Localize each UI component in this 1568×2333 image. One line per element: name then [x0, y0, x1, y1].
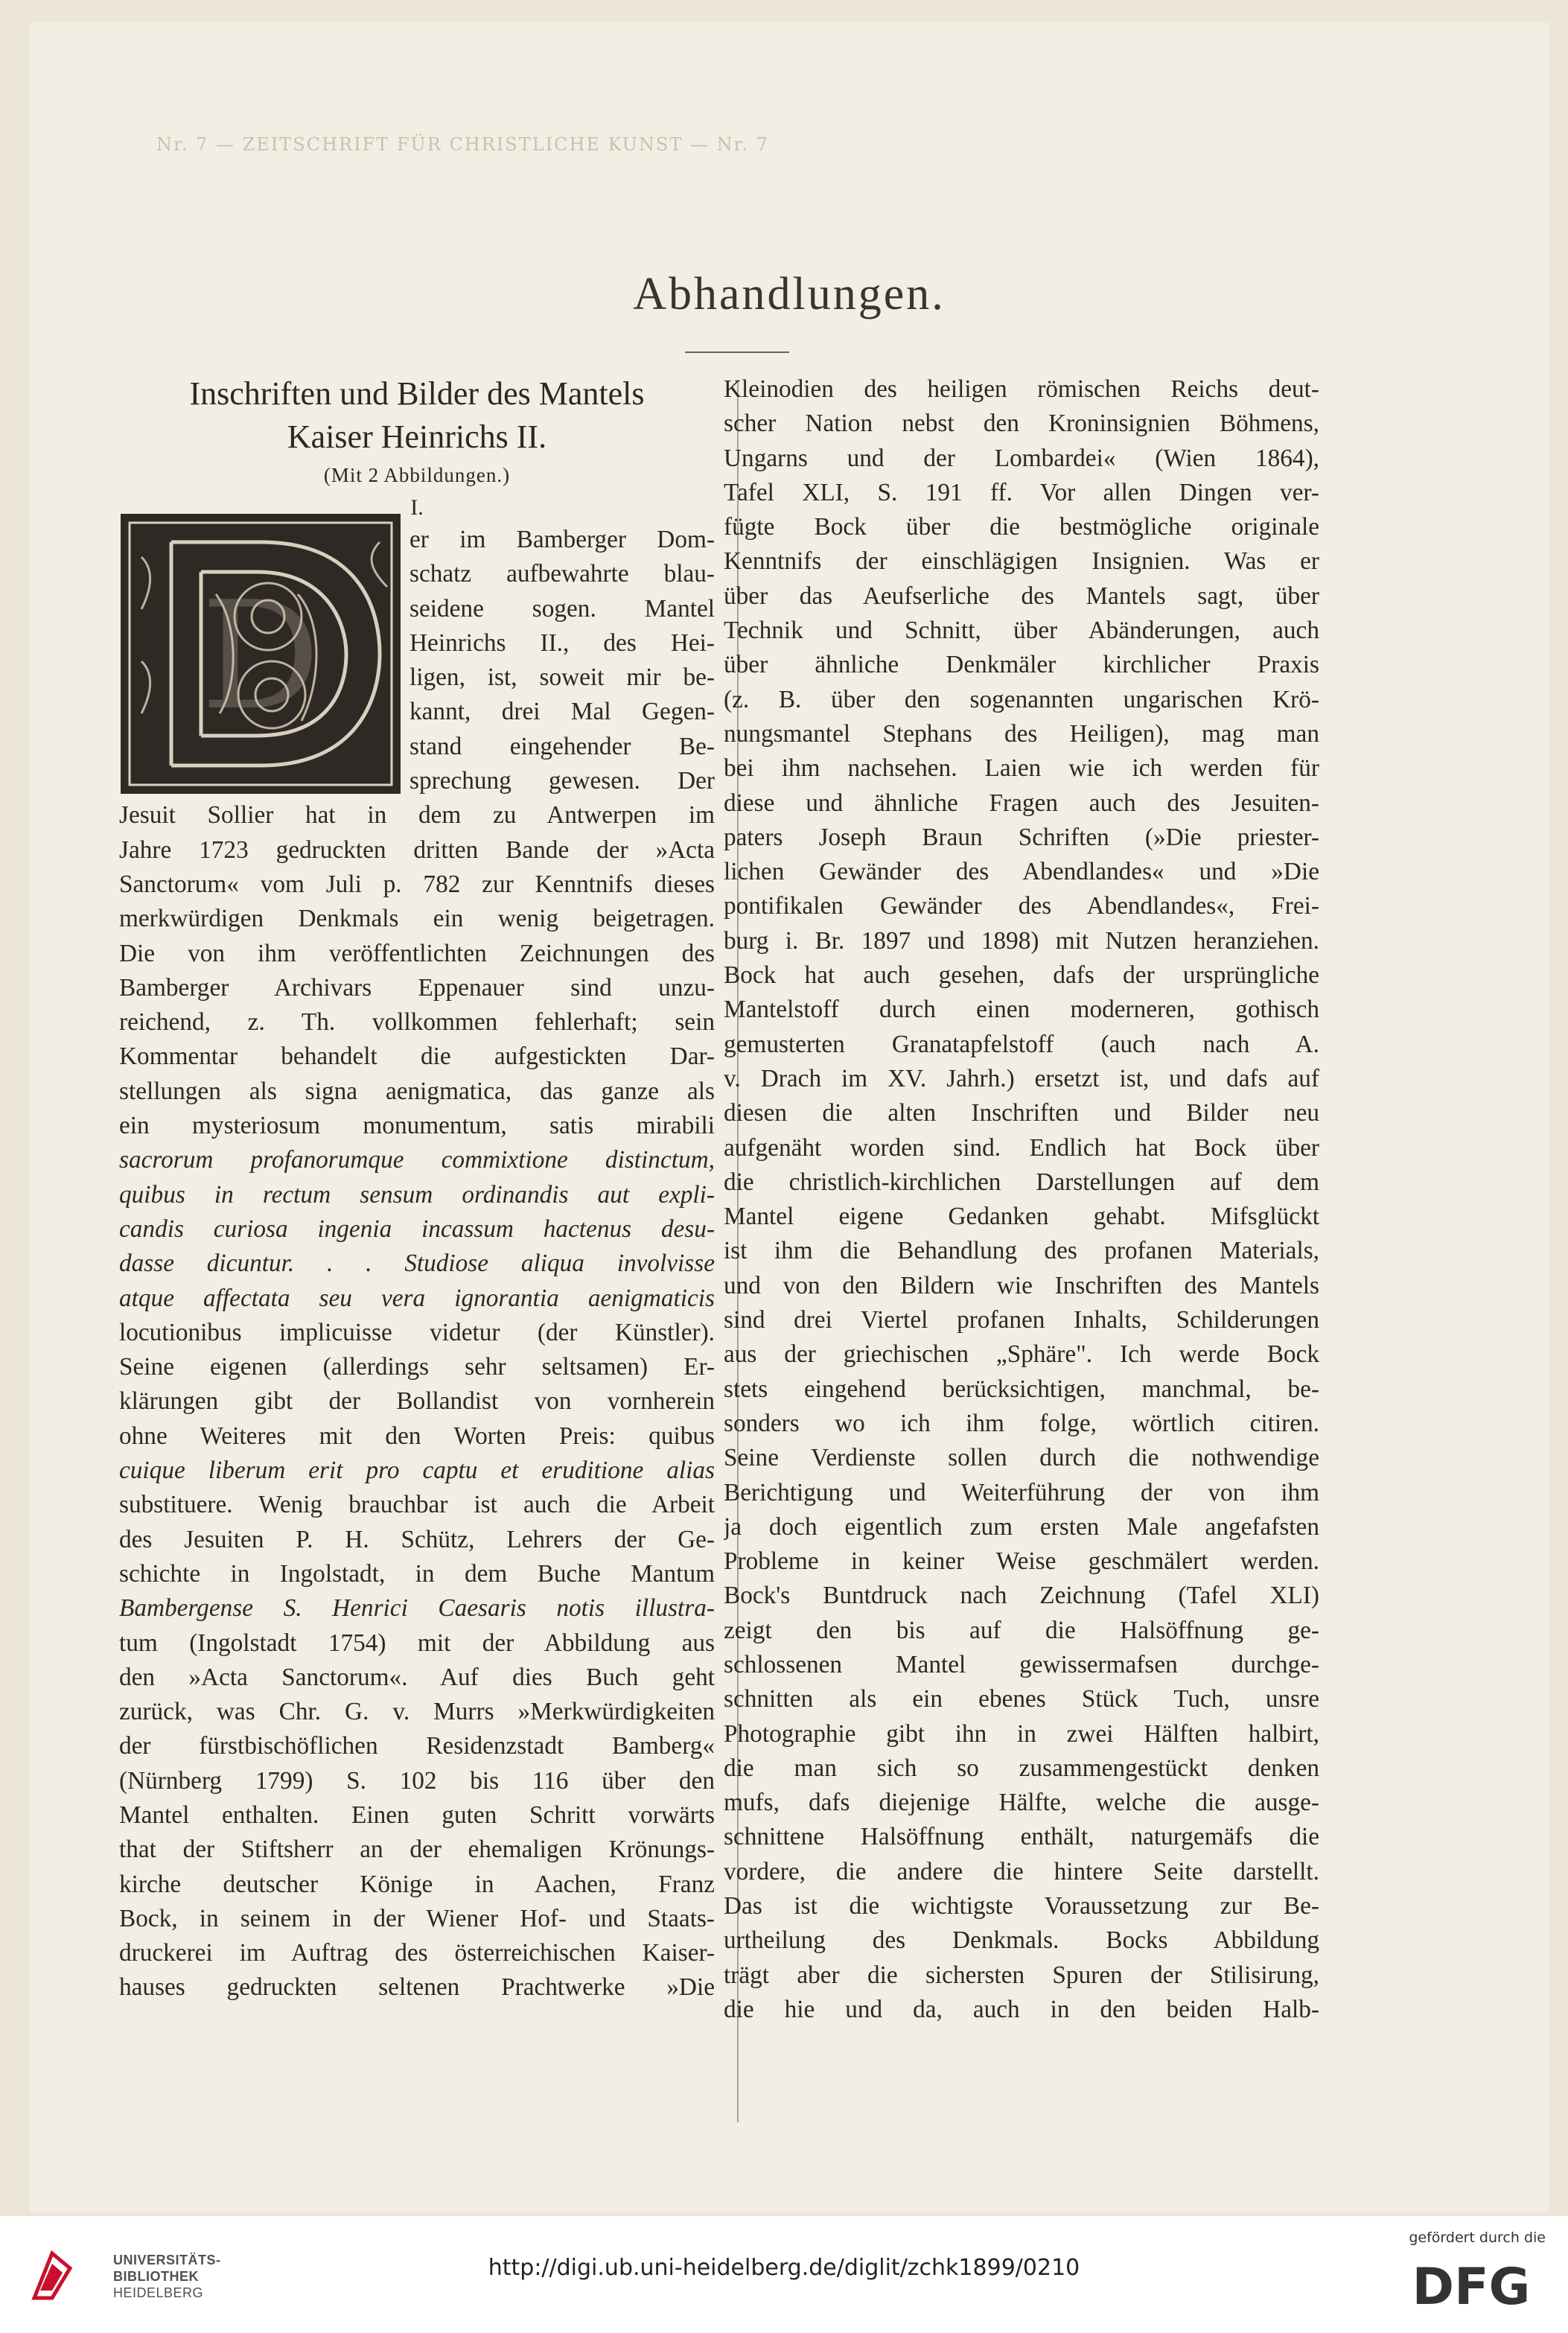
- text-line: über das Aeufserliche des Mantels sagt, über: [724, 582, 1319, 610]
- text-line: stellungen als signa aenigmatica, das ganze als: [119, 1077, 715, 1105]
- permalink-url[interactable]: http://digi.ub.uni-heidelberg.de/diglit/zchk1899/0210: [488, 2255, 1080, 2281]
- text-line: locutionibus implicuisse videtur (der Künstler).: [119, 1318, 715, 1346]
- text-line: ein mysteriosum monumentum, satis mirabili: [119, 1112, 715, 1140]
- text-line: diesen die alten Inschriften und Bilder neu: [724, 1099, 1319, 1127]
- text-line: sacrorum profanorumque commixtione distinctum,: [119, 1146, 715, 1174]
- text-line: Seine eigenen (allerdings sehr seltsamen) Er-: [119, 1353, 715, 1381]
- text-line: die man sich so zusammengestückt denken: [724, 1754, 1319, 1782]
- text-line: über ähnliche Denkmäler kirchlicher Praxis: [724, 651, 1319, 679]
- text-line: Technik und Schnitt, über Abänderungen, auch: [724, 617, 1319, 645]
- text-line: kirche deutscher Könige in Aachen, Franz: [119, 1870, 715, 1898]
- article-title-line: Kaiser Heinrichs II.: [287, 418, 547, 455]
- text-line: nungsmantel Stephans des Heiligen), mag man: [724, 719, 1319, 748]
- running-header: Nr. 7 — ZEITSCHRIFT FÜR CHRISTLICHE KUNST — Nr. 7: [156, 134, 769, 155]
- text-line: Kommentar behandelt die aufgestickten Dar-: [119, 1043, 715, 1071]
- text-line: schnitten als ein ebenes Stück Tuch, unsre: [724, 1685, 1319, 1713]
- article-title: [119, 372, 715, 459]
- text-line: sprechung gewesen. Der: [409, 767, 715, 795]
- footer-bar: [0, 2216, 1568, 2333]
- text-line: paters Joseph Braun Schriften (»Die priester-: [724, 823, 1319, 851]
- dfg-logo[interactable]: [1397, 2259, 1546, 2311]
- text-line: zeigt den bis auf die Halsöffnung ge-: [724, 1616, 1319, 1644]
- text-line: substituere. Wenig brauchbar ist auch die Arbeit: [119, 1491, 715, 1519]
- text-line: Mantel eigene Gedanken gehabt. Mifsglückt: [724, 1203, 1319, 1231]
- text-line: Das ist die wichtigste Voraussetzung zur Be-: [724, 1892, 1319, 1920]
- text-line: ist ihm die Behandlung des profanen Materials,: [724, 1237, 1319, 1265]
- section-number: I.: [410, 495, 424, 520]
- text-line: Tafel XLI, S. 191 ff. Vor allen Dingen ver-: [724, 478, 1319, 506]
- text-line: kannt, drei Mal Gegen-: [409, 698, 715, 726]
- funding-note: gefördert durch die: [1409, 2229, 1546, 2246]
- illustration-note: (Mit 2 Abbildungen.): [323, 464, 511, 486]
- text-line: mufs, dafs diejenige Hälfte, welche die ausge-: [724, 1789, 1319, 1817]
- text-line: aufgenäht worden sind. Endlich hat Bock über: [724, 1133, 1319, 1162]
- text-line: Kleinodien des heiligen römischen Reichs deut-: [724, 375, 1319, 403]
- text-line: Probleme in keiner Weise geschmälert werden.: [724, 1547, 1319, 1576]
- text-line: that der Stiftsherr an der ehemaligen Krönungs-: [119, 1836, 715, 1864]
- text-line: dasse dicuntur. . . Studiose aliqua involvisse: [119, 1250, 715, 1278]
- text-line: pontifikalen Gewänder des Abendlandes«, Frei-: [724, 892, 1319, 920]
- text-line: scher Nation nebst den Kroninsignien Böhmens,: [724, 410, 1319, 438]
- text-line: Bock hat auch gesehen, dafs der ursprüngliche: [724, 961, 1319, 990]
- text-line: trägt aber die sichersten Spuren der Stilisirung,: [724, 1961, 1319, 1989]
- text-line: Mantelstoff durch einen moderneren, gothisch: [724, 996, 1319, 1024]
- text-line: die hie und da, auch in den beiden Halb-: [724, 1995, 1319, 2023]
- text-line: schnittene Halsöffnung enthält, naturgemäfs die: [724, 1823, 1319, 1851]
- text-line: Sanctorum« vom Juli p. 782 zur Kenntnifs dieses: [119, 870, 715, 898]
- text-line: seidene sogen. Mantel: [409, 594, 715, 623]
- left-column: [119, 372, 715, 2005]
- text-line: lichen Gewänder des Abendlandes« und »Die: [724, 858, 1319, 886]
- right-column-text: [724, 372, 1319, 2027]
- text-line: ja doch eigentlich zum ersten Male angefafsten: [724, 1512, 1319, 1541]
- text-line: klärungen gibt der Bollandist von vornherein: [119, 1387, 715, 1416]
- text-line: des Jesuiten P. H. Schütz, Lehrers der Ge-: [119, 1525, 715, 1553]
- text-line: Ungarns und der Lombardei« (Wien 1864),: [724, 444, 1319, 472]
- text-line: candis curiosa ingenia incassum hactenus desu-: [119, 1215, 715, 1243]
- text-line: Heinrichs II., des Hei-: [409, 628, 715, 657]
- text-line: (Nürnberg 1799) S. 102 bis 116 über den: [119, 1766, 715, 1795]
- text-line: schichte in Ingolstadt, in dem Buche Mantum: [119, 1559, 715, 1588]
- text-line: diese und ähnliche Fragen auch des Jesuiten-: [724, 789, 1319, 817]
- left-column-text: [119, 523, 715, 2005]
- article-title-line: Inschriften und Bilder des Mantels: [189, 375, 645, 412]
- text-line: Bock's Buntdruck nach Zeichnung (Tafel XLI): [724, 1582, 1319, 1610]
- text-line: und von den Bildern wie Inschriften des Mantels: [724, 1271, 1319, 1299]
- text-line: sind drei Viertel profanen Inhalts, Schilderungen: [724, 1306, 1319, 1334]
- text-line: Die von ihm veröffentlichten Zeichnungen des: [119, 939, 715, 967]
- library-name-line: BIBLIOTHEK: [113, 2269, 199, 2284]
- text-line: aus der griechischen „Sphäre". Ich werde Bock: [724, 1340, 1319, 1369]
- text-line: reichend, z. Th. vollkommen fehlerhaft; sein: [119, 1008, 715, 1037]
- text-line: atque affectata seu vera ignorantia aenigmaticis: [119, 1284, 715, 1312]
- text-line: Jesuit Sollier hat in dem zu Antwerpen im: [119, 801, 715, 830]
- text-line: fügte Bock über die bestmögliche originale: [724, 513, 1319, 541]
- text-line: ohne Weiteres mit den Worten Preis: quibus: [119, 1422, 715, 1450]
- text-line: merkwürdigen Denkmals ein wenig beigetragen.: [119, 905, 715, 933]
- text-line: Bambergense S. Henrici Caesaris notis illustra-: [119, 1594, 715, 1623]
- scanned-page: [30, 22, 1549, 2212]
- text-line: druckerei im Auftrag des österreichischen Kaiser-: [119, 1939, 715, 1967]
- text-line: hauses gedruckten seltenen Prachtwerke »Die: [119, 1973, 715, 2002]
- text-line: v. Drach im XV. Jahrh.) ersetzt ist, und dafs auf: [724, 1064, 1319, 1092]
- title-rule: [685, 351, 789, 353]
- text-line: cuique liberum erit pro captu et eruditione alias: [119, 1457, 715, 1485]
- text-line: die christlich-kirchlichen Darstellungen auf dem: [724, 1168, 1319, 1196]
- right-column: [724, 372, 1319, 2027]
- library-name-line: UNIVERSITÄTS-: [113, 2253, 221, 2267]
- text-line: Mantel enthalten. Einen guten Schritt vorwärts: [119, 1801, 715, 1829]
- text-line: stand eingehender Be-: [409, 732, 715, 760]
- svg-text:D: D: [200, 570, 321, 743]
- text-line: vordere, die andere die hintere Seite darstellt.: [724, 1857, 1319, 1885]
- text-line: der fürstbischöflichen Residenzstadt Bamberg«: [119, 1732, 715, 1760]
- text-line: Bamberger Archivars Eppenauer sind unzu-: [119, 973, 715, 1002]
- text-line: bei ihm nachsehen. Laien wie ich werden für: [724, 754, 1319, 783]
- text-line: Kenntnifs der einschlägigen Insignien. Was er: [724, 547, 1319, 576]
- text-line: ligen, ist, soweit mir be-: [409, 663, 715, 692]
- text-line: Seine Verdienste sollen durch die nothwendige: [724, 1444, 1319, 1472]
- text-line: urtheilung des Denkmals. Bocks Abbildung: [724, 1926, 1319, 1955]
- text-line: tum (Ingolstadt 1754) mit der Abbildung aus: [119, 1629, 715, 1657]
- library-name-line: HEIDELBERG: [113, 2285, 204, 2300]
- svg-text:DFG: DFG: [1412, 2259, 1531, 2311]
- text-line: Photographie gibt ihn in zwei Hälften halbirt,: [724, 1719, 1319, 1748]
- text-line: zurück, was Chr. G. v. Murrs »Merkwürdigkeiten: [119, 1698, 715, 1726]
- text-line: gemusterten Granatapfelstoff (auch nach A.: [724, 1030, 1319, 1058]
- text-line: sonders wo ich ihm folge, wörtlich citiren.: [724, 1409, 1319, 1437]
- text-line: burg i. Br. 1897 und 1898) mit Nutzen heranziehen.: [724, 926, 1319, 955]
- text-line: Jahre 1723 gedruckten dritten Bande der »Acta: [119, 836, 715, 864]
- text-line: schlossenen Mantel gewissermafsen durchge-: [724, 1650, 1319, 1678]
- text-line: quibus in rectum sensum ordinandis aut expli-: [119, 1180, 715, 1209]
- section-title: Abhandlungen.: [633, 269, 946, 319]
- text-line: Berichtigung und Weiterführung der von ihm: [724, 1478, 1319, 1506]
- text-line: den »Acta Sanctorum«. Auf dies Buch geht: [119, 1663, 715, 1691]
- text-line: Bock, in seinem in der Wiener Hof- und Staats-: [119, 1904, 715, 1932]
- text-line: er im Bamberger Dom-: [409, 526, 715, 553]
- text-line: stets eingehend berücksichtigen, manchmal, be-: [724, 1375, 1319, 1403]
- text-line: schatz aufbewahrte blau-: [409, 560, 715, 588]
- text-line: (z. B. über den sogenannten ungarischen Krö-: [724, 685, 1319, 713]
